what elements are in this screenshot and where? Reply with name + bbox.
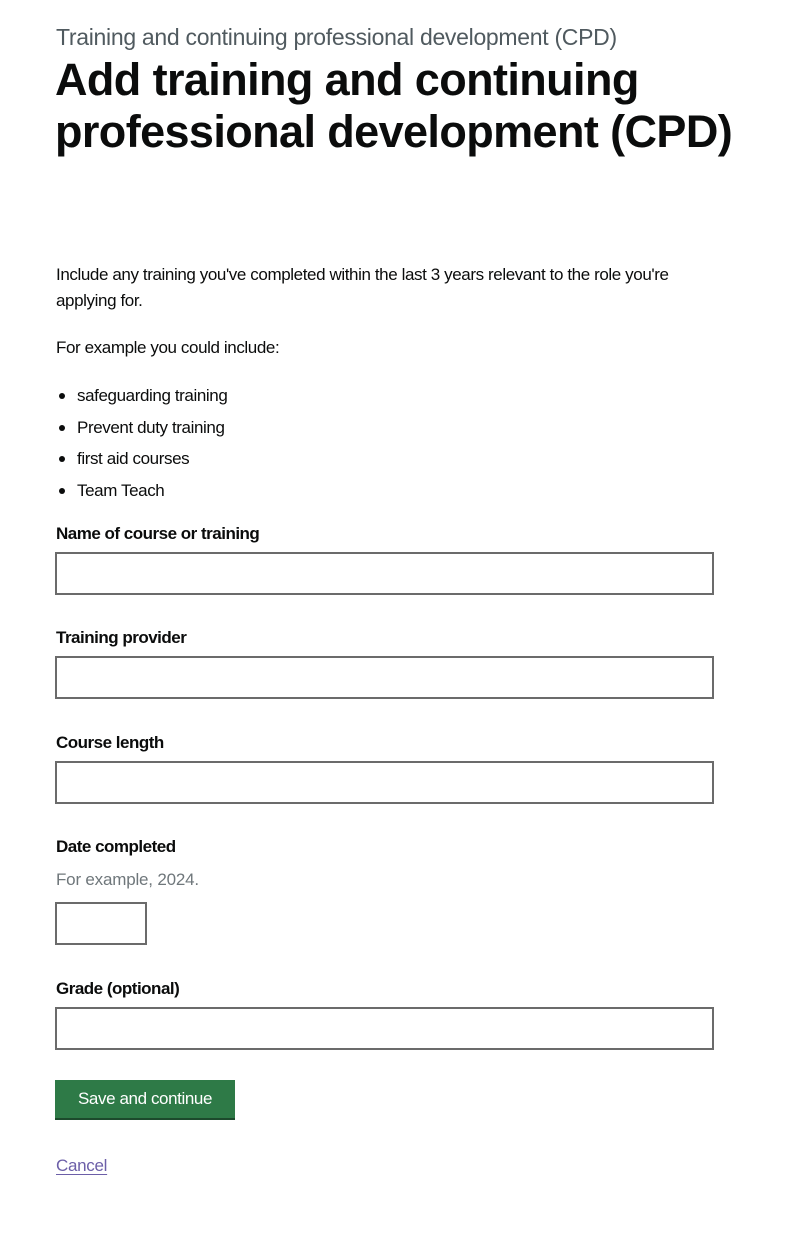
date-completed-label: Date completed [56, 837, 176, 856]
training-provider-input[interactable] [55, 656, 714, 699]
list-item: safeguarding training [56, 380, 227, 412]
course-length-label: Course length [56, 733, 164, 752]
grade-input[interactable] [55, 1007, 714, 1050]
course-length-input[interactable] [55, 761, 714, 804]
example-lead-text: For example you could include: [56, 338, 280, 357]
cancel-link[interactable]: Cancel [56, 1156, 108, 1175]
list-item: Team Teach [56, 475, 227, 507]
list-item: Prevent duty training [56, 412, 227, 444]
page-caption: Training and continuing professional development (CPD) [56, 24, 617, 50]
bullet-icon [59, 393, 65, 399]
bullet-icon [59, 456, 65, 462]
course-name-label: Name of course or training [56, 524, 260, 543]
grade-label: Grade (optional) [56, 979, 180, 998]
save-and-continue-button[interactable]: Save and continue [55, 1080, 235, 1118]
intro-text: Include any training you've completed within the last 3 years relevant to the role you're applying for. [56, 265, 669, 310]
course-name-input[interactable] [55, 552, 714, 595]
page-title: Add training and continuing professional development (CPD) [55, 54, 733, 157]
list-item: first aid courses [56, 443, 227, 475]
date-completed-input[interactable] [55, 902, 147, 945]
training-provider-label: Training provider [56, 628, 187, 647]
bullet-icon [59, 425, 65, 431]
bullet-icon [59, 488, 65, 494]
date-completed-hint: For example, 2024. [56, 870, 199, 889]
examples-list [56, 380, 227, 506]
